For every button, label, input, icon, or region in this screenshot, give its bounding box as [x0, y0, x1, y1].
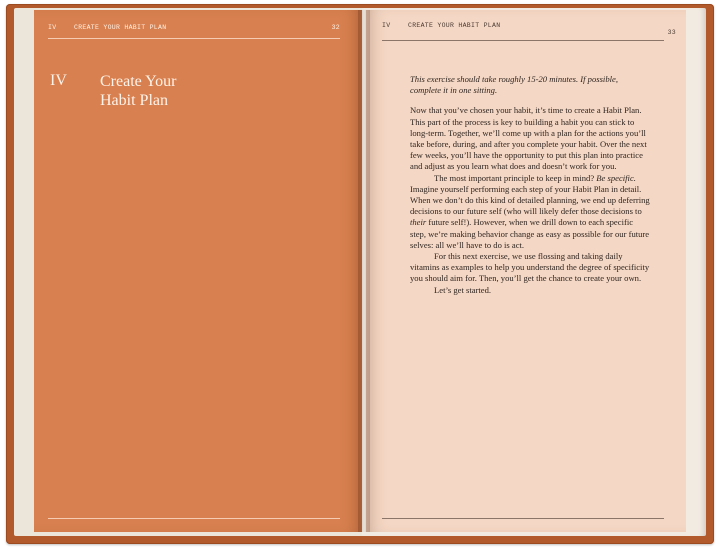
paragraph-2-emphasis: Be specific.: [596, 172, 636, 183]
paragraph-2: [410, 173, 650, 251]
left-header-rule: [48, 38, 340, 39]
right-running-title: CREATE YOUR HABIT PLAN: [408, 22, 501, 29]
paragraph-4: Let’s get started.: [434, 284, 492, 295]
right-page-number: 33: [667, 29, 676, 36]
left-page: [34, 10, 362, 532]
right-running-head: [382, 22, 676, 36]
paragraph-2-part-b: future self!). However, when we drill down to each specific step, we’re making behavior change as easy as possible for our future selves: all we’ll have to do is act.: [410, 217, 650, 250]
left-running-head: [48, 24, 340, 31]
chapter-title-line2: Habit Plan: [100, 92, 168, 109]
right-header-rule: [382, 40, 664, 41]
chapter-title: [100, 72, 300, 110]
paragraph-2-lead: The most important principle to keep in mind?: [434, 172, 597, 183]
body-text: [410, 74, 650, 296]
intro-paragraph: This exercise should take roughly 15-20 minutes. If possible, complete it in one sitting.: [410, 74, 618, 96]
paragraph-1: Now that you’ve chosen your habit, it’s time to create a Habit Plan. This part of the process is key to building a habit you can stick to long-term. Together, we’ll come up with a plan for the actions you’ll take before, during, and after you complete your habit. Over the next few weeks, you’ll have the opportunity to put this plan into practice and adjust as you learn what does and doesn’t work for you.: [410, 105, 647, 172]
left-section-number: IV: [48, 24, 57, 31]
paragraph-2-part-a: Imagine yourself performing each step of your Habit Plan in detail. When we don’t do this kind of detailed planning, we end up deferring decisions to our future self (who will likely defer those decisions to: [410, 183, 650, 217]
chapter-title-line1: Create Your: [100, 73, 177, 90]
left-running-title: CREATE YOUR HABIT PLAN: [74, 24, 167, 31]
left-footer-rule: [48, 518, 340, 519]
right-footer-rule: [382, 518, 664, 519]
paragraph-2-emphasis-2: their: [410, 217, 427, 228]
paragraph-3: For this next exercise, we use flossing and taking daily vitamins as examples to help you understand the degree of specificity you should aim for. Then, you’ll get the chance to create your own.: [410, 251, 650, 284]
book-gutter: [358, 10, 370, 532]
right-page: [366, 10, 686, 532]
left-page-number: 32: [331, 24, 340, 31]
chapter-number: IV: [50, 72, 67, 89]
right-section-number: IV: [382, 22, 391, 29]
